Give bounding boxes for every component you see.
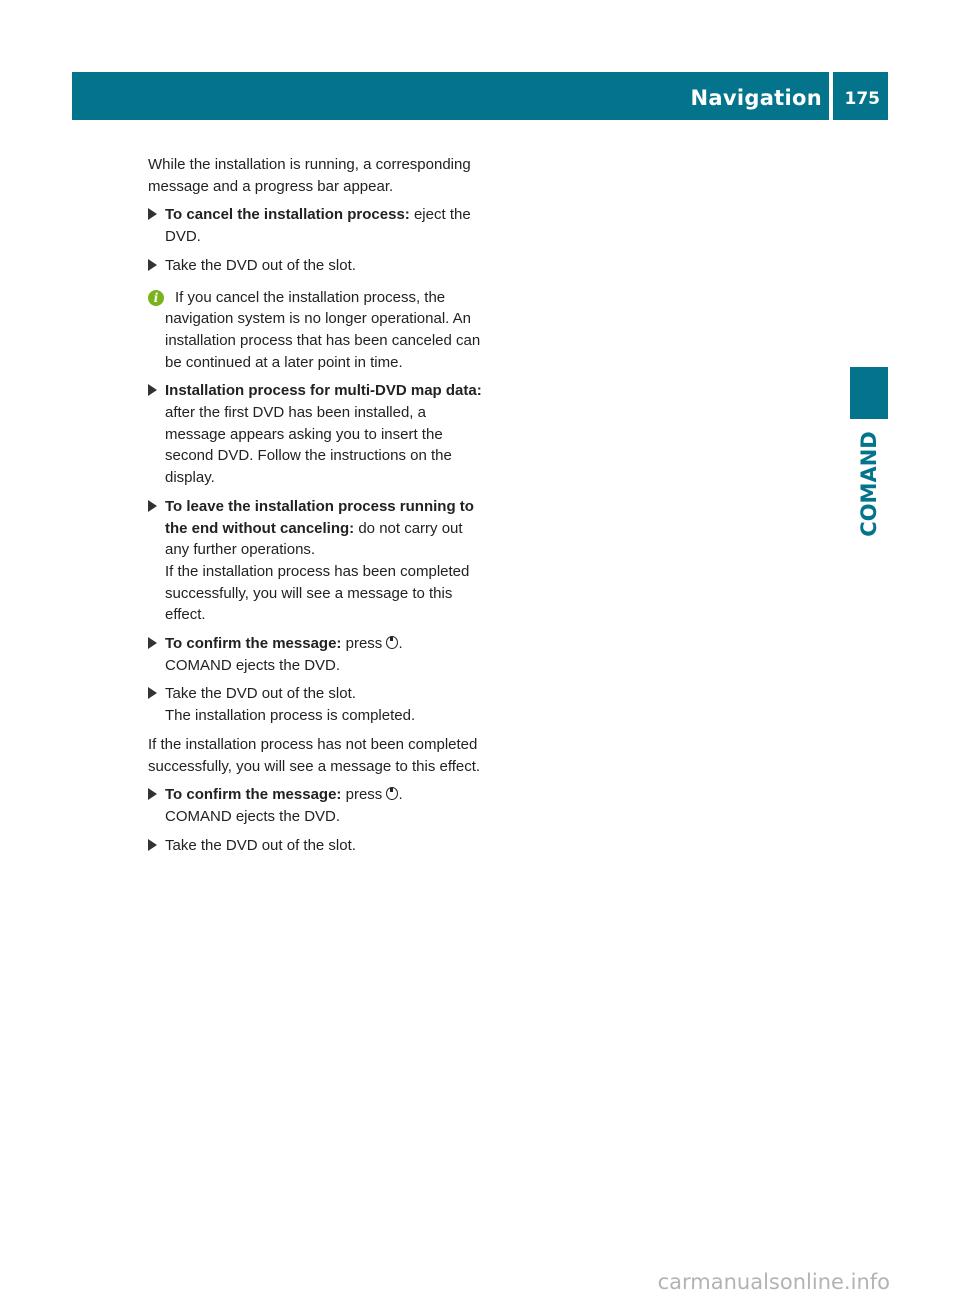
step-heading: To confirm the message: xyxy=(165,635,342,653)
step-tail: . xyxy=(398,786,403,804)
section-title: Navigation xyxy=(690,86,822,110)
step-text: Take the DVD out of the slot. xyxy=(165,836,356,854)
step-heading: To cancel the installation process: xyxy=(165,206,410,224)
step-result: The installation process is completed. xyxy=(165,707,416,725)
step-arrow-icon xyxy=(148,788,157,800)
step-arrow-icon xyxy=(148,259,157,271)
info-text: If you cancel the installation process, the navigation system is no longer operational. An installation process that has been canceled can be continued at a later point in time. xyxy=(165,288,481,371)
step-text: do not carry out any further operations. xyxy=(165,519,463,559)
step-arrow-icon xyxy=(148,687,157,699)
info-icon: i xyxy=(148,290,164,306)
step-remove-dvd xyxy=(148,255,483,277)
step-heading: To confirm the message: xyxy=(165,786,342,804)
step-text: Take the DVD out of the slot. xyxy=(165,685,356,703)
step-text: Take the DVD out of the slot. xyxy=(165,256,356,274)
step-arrow-icon xyxy=(148,500,157,512)
step-text: press xyxy=(341,786,387,804)
step-arrow-icon xyxy=(148,839,157,851)
step-take-dvd-out xyxy=(148,683,483,726)
step-confirm-message xyxy=(148,633,483,676)
side-tab-label: COMAND xyxy=(857,431,881,537)
step-text: eject the DVD. xyxy=(165,206,471,246)
step-multi-dvd xyxy=(148,380,483,489)
info-note xyxy=(148,287,483,374)
page-header xyxy=(72,72,888,120)
step-arrow-icon xyxy=(148,208,157,220)
main-content xyxy=(148,154,483,863)
footer-watermark: carmanualsonline.info xyxy=(657,1270,890,1294)
intro-paragraph: While the installation is running, a corresponding message and a progress bar appear. xyxy=(148,156,471,195)
header-divider xyxy=(829,72,833,120)
side-tab-marker xyxy=(850,367,888,419)
controller-press-icon xyxy=(386,636,398,649)
step-confirm-message-2 xyxy=(148,784,483,827)
step-text: press xyxy=(341,635,387,653)
step-result: If the installation process has been completed successfully, you will see a message to this effect. xyxy=(165,562,470,624)
step-text: after the first DVD has been installed, a message appears asking you to insert the second DVD. Follow the instructions on the display. xyxy=(165,404,452,487)
step-cancel-installation xyxy=(148,204,483,247)
step-heading: To leave the installation process running to the end without canceling: xyxy=(165,497,474,537)
step-tail: . xyxy=(398,635,403,653)
not-completed-paragraph: If the installation process has not been completed successfully, you will see a message to this effect. xyxy=(148,735,481,775)
step-arrow-icon xyxy=(148,637,157,649)
controller-press-icon xyxy=(386,787,398,800)
step-arrow-icon xyxy=(148,384,157,396)
step-heading: Installation process for multi-DVD map data: xyxy=(165,382,482,400)
step-result: COMAND ejects the DVD. xyxy=(165,656,341,674)
step-leave-running xyxy=(148,496,483,626)
step-take-dvd-out-2 xyxy=(148,835,483,857)
step-result: COMAND ejects the DVD. xyxy=(165,807,341,825)
page-number: 175 xyxy=(844,89,880,109)
